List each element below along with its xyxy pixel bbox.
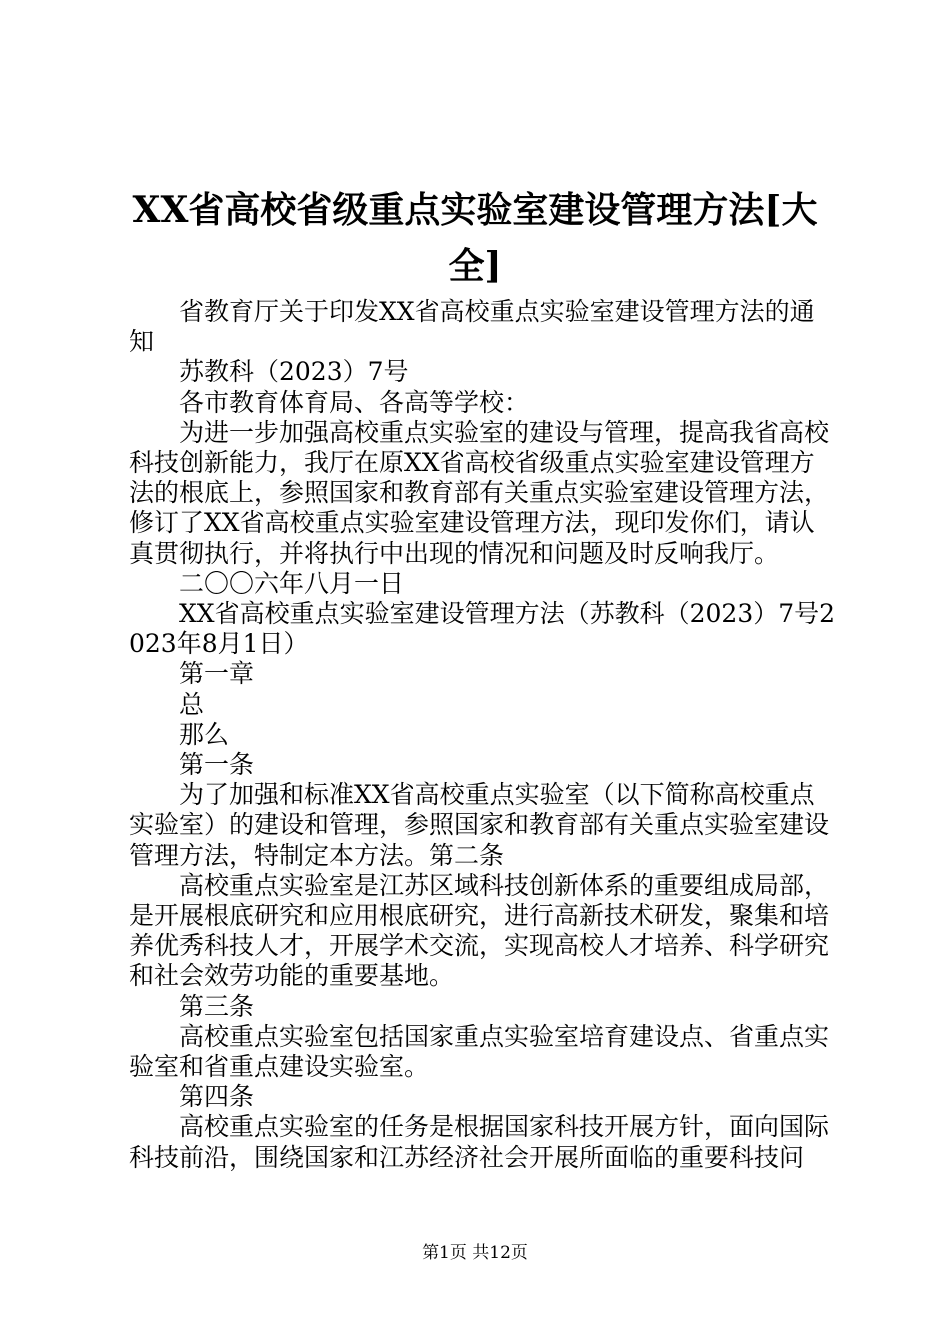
paragraph: 高校重点实验室的任务是根据国家科技开展方针，面向国际科技前沿，围绕国家和江苏经济社会开展所面临的重要科技问: [129, 1112, 830, 1172]
paragraph: 为进一步加强高校重点实验室的建设与管理，提高我省高校科技创新能力，我厅在原XX省高校省级重点实验室建设管理方法的根底上，参照国家和教育部有关重点实验室建设管理方法，修订了XX省高校重点实验室建设管理方法，现印发你们，请认真贯彻执行，并将执行中出现的情况和问题及时反响我厅。: [129, 417, 830, 568]
paragraph: 那么: [179, 719, 230, 749]
paragraph: 二〇〇六年八月一日: [179, 568, 405, 598]
article-heading: 第三条: [179, 991, 255, 1021]
document-body: [129, 297, 839, 1173]
article-heading: 第四条: [179, 1082, 255, 1112]
article-heading: 第一条: [179, 750, 255, 780]
paragraph: 高校重点实验室是江苏区域科技创新体系的重要组成局部，是开展根底研究和应用根底研究，进行高新技术研发，聚集和培养优秀科技人才，开展学术交流，实现高校人才培养、科学研究和社会效劳功能的重要基地。: [129, 870, 830, 991]
chapter-heading: 第一章: [179, 659, 255, 689]
paragraph: 为了加强和标准XX省高校重点实验室（以下简称高校重点实验室）的建设和管理，参照国家和教育部有关重点实验室建设管理方法，特制定本方法。第二条: [129, 780, 830, 870]
page-footer: 第1页 共12页: [422, 1243, 528, 1263]
paragraph: 高校重点实验室包括国家重点实验室培育建设点、省重点实验室和省重点建设实验室。: [129, 1021, 830, 1082]
paragraph: 总: [179, 689, 205, 719]
paragraph: 各市教育体育局、各高等学校：: [179, 387, 530, 417]
paragraph: XX省高校重点实验室建设管理方法（苏教科（2023）7号2023年8月1日）: [129, 599, 836, 659]
paragraph: 省教育厅关于印发XX省高校重点实验室建设管理方法的通知: [129, 297, 815, 357]
document-title: XX省高校省级重点实验室建设管理方法[大 全]: [132, 189, 818, 287]
paragraph: 苏教科（2023）7号: [179, 357, 409, 387]
